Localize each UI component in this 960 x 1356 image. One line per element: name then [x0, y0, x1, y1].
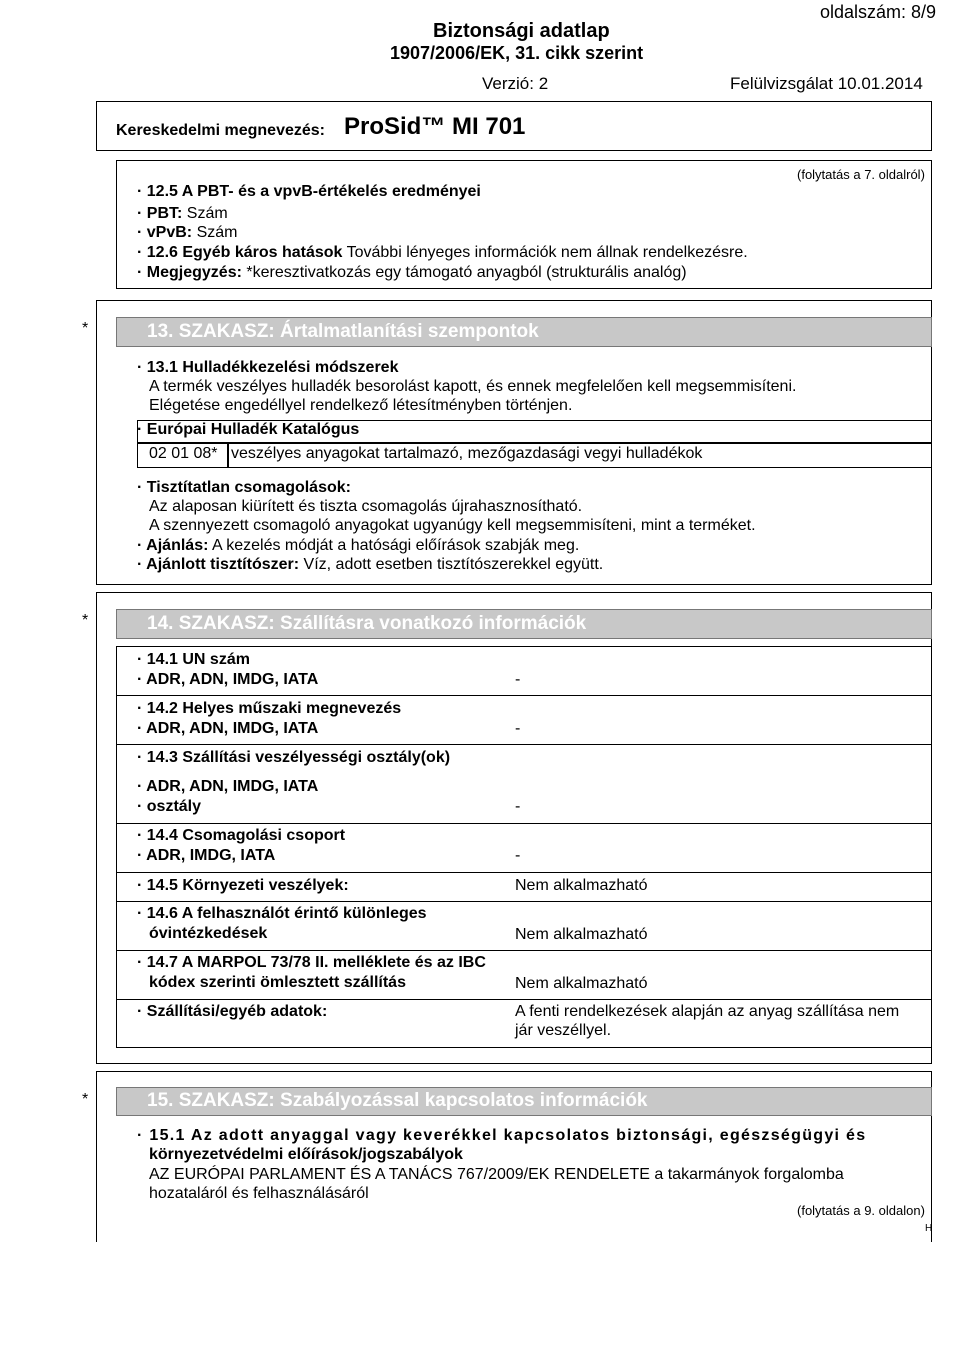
un-number-label: · 14.1 UN szám	[137, 651, 250, 668]
section15-heading	[116, 1087, 932, 1116]
marpol-value: Nem alkalmazható	[515, 975, 648, 992]
hazard-class-label: · 14.3 Szállítási veszélyességi osztály(ok)	[137, 749, 451, 766]
note-value: *keresztivatkozás egy támogató anyagból (strukturális analóg)	[246, 264, 687, 281]
un-number-value: -	[515, 671, 521, 688]
uncleaned-packaging-text-2: A szennyezett csomagoló anyagokat ugyanúgy kell megsemmisíteni, mint a terméket.	[149, 517, 756, 534]
regulations-text-1: AZ EURÓPAI PARLAMENT ÉS A TANÁCS 767/2009/EK RENDELETE a takarmányok forgalomba	[149, 1166, 844, 1183]
document-title: Biztonsági adatlap	[433, 20, 610, 42]
trade-name-label: Kereskedelmi megnevezés:	[116, 122, 325, 139]
proper-name-label: · 14.2 Helyes műszaki megnevezés	[137, 700, 402, 717]
other-effects-value: További lényeges információk nem állnak rendelkezésre.	[346, 244, 748, 261]
user-precautions-value: Nem alkalmazható	[515, 926, 648, 943]
waste-methods-label: · 13.1 Hulladékkezelési módszerek	[137, 359, 399, 376]
page-number: oldalszám: 8/9	[820, 2, 937, 22]
trade-name: ProSid™ MI 701	[344, 113, 526, 140]
recommendation-value: A kezelés módját a hatósági előírások szabják meg.	[211, 537, 580, 554]
recommendation-label: · Ajánlás:	[137, 537, 209, 554]
section13-heading	[116, 317, 932, 347]
continued-on: (folytatás a 9. oldalon)	[797, 1203, 925, 1218]
regulations-label-1: · 15.1 Az adott anyaggal vagy keverékkel kapcsolatos biztonsági, egészségügyi és	[137, 1127, 867, 1144]
cleaning-agent-label: · Ajánlott tisztítószer:	[137, 556, 300, 573]
note-label: · Megjegyzés:	[137, 264, 242, 281]
uncleaned-packaging-label: · Tisztítatlan csomagolások:	[137, 479, 351, 496]
user-precautions-label-2: óvintézkedések	[149, 925, 268, 942]
review-date: Felülvizsgálat 10.01.2014	[730, 74, 923, 93]
vpvb-row	[137, 224, 237, 242]
hazard-class-mode: · ADR, ADN, IMDG, IATA	[137, 778, 319, 795]
section15-heading-text: 15. SZAKASZ: Szabályozással kapcsolatos információk	[147, 1090, 648, 1111]
version: Verzió: 2	[482, 74, 549, 93]
packing-group-label: · 14.4 Csomagolási csoport	[137, 827, 346, 844]
regulations-text-2: hozataláról és felhasználásáról	[149, 1185, 369, 1202]
regulation-reference: 1907/2006/EK, 31. cikk szerint	[390, 43, 644, 63]
section14-heading	[116, 609, 932, 639]
hazard-class-value: -	[515, 798, 521, 815]
other-transport-label: · Szállítási/egyéb adatok:	[137, 1003, 328, 1020]
pbt-label: · PBT:	[137, 205, 183, 222]
section14-heading-text: 14. SZAKASZ: Szállításra vonatkozó információk	[147, 613, 587, 634]
marpol-label-2: kódex szerinti ömlesztett szállítás	[149, 974, 406, 991]
un-number-mode: · ADR, ADN, IMDG, IATA	[137, 671, 319, 688]
packing-group-value: -	[515, 847, 521, 864]
recommendation-row	[137, 537, 579, 555]
cleaning-agent-value: Víz, adott esetben tisztítószerekkel együtt.	[303, 556, 604, 573]
vpvb-label: · vPvB:	[137, 224, 193, 241]
note-row	[137, 264, 687, 282]
footer-mark: H	[925, 1223, 933, 1234]
pbt-value: Szám	[186, 205, 228, 222]
regulations-label-2: környezetvédelmi előírások/jogszabályok	[149, 1146, 463, 1163]
other-transport-value-1: A fenti rendelkezések alapján az anyag szállítása nem	[515, 1003, 900, 1020]
cleaning-agent-row	[137, 556, 603, 574]
waste-catalog-label: · Európai Hulladék Katalógus	[137, 421, 360, 438]
other-effects-row	[137, 244, 748, 262]
marpol-label-1: · 14.7 A MARPOL 73/78 II. melléklete és az IBC	[137, 954, 486, 971]
packing-group-mode: · ADR, IMDG, IATA	[137, 847, 276, 864]
proper-name-mode: · ADR, ADN, IMDG, IATA	[137, 720, 319, 737]
other-transport-value-2: jár veszéllyel.	[515, 1022, 612, 1039]
waste-methods-text-1: A termék veszélyes hulladék besorolást kapott, és ennek megfelelően kell megsemmisíteni.	[149, 378, 797, 395]
proper-name-value: -	[515, 720, 521, 737]
section13-changed-mark: *	[82, 320, 89, 337]
env-hazard-value: Nem alkalmazható	[515, 877, 648, 894]
section15-changed-mark: *	[82, 1091, 89, 1108]
section14-changed-mark: *	[82, 612, 89, 629]
uncleaned-packaging-text-1: Az alaposan kiürített és tiszta csomagolás újrahasznosítható.	[149, 498, 583, 515]
continued-from: (folytatás a 7. oldalról)	[797, 167, 925, 182]
hazard-class-sub-label: · osztály	[137, 798, 202, 815]
user-precautions-label-1: · 14.6 A felhasználót érintő különleges	[137, 905, 427, 922]
waste-catalog-code: 02 01 08*	[149, 445, 218, 462]
section13-heading-text: 13. SZAKASZ: Ártalmatlanítási szempontok	[147, 321, 539, 342]
pbt-row	[137, 205, 228, 223]
other-effects-label: · 12.6 Egyéb káros hatások	[137, 244, 343, 261]
env-hazard-label: · 14.5 Környezeti veszélyek:	[137, 877, 349, 894]
pbt-assessment-heading: · 12.5 A PBT- és a vpvB-értékelés eredményei	[137, 183, 481, 200]
vpvb-value: Szám	[196, 224, 238, 241]
waste-catalog-description: veszélyes anyagokat tartalmazó, mezőgazdasági vegyi hulladékok	[231, 445, 703, 462]
waste-methods-text-2: Elégetése engedéllyel rendelkező létesítményben történjen.	[149, 397, 573, 414]
